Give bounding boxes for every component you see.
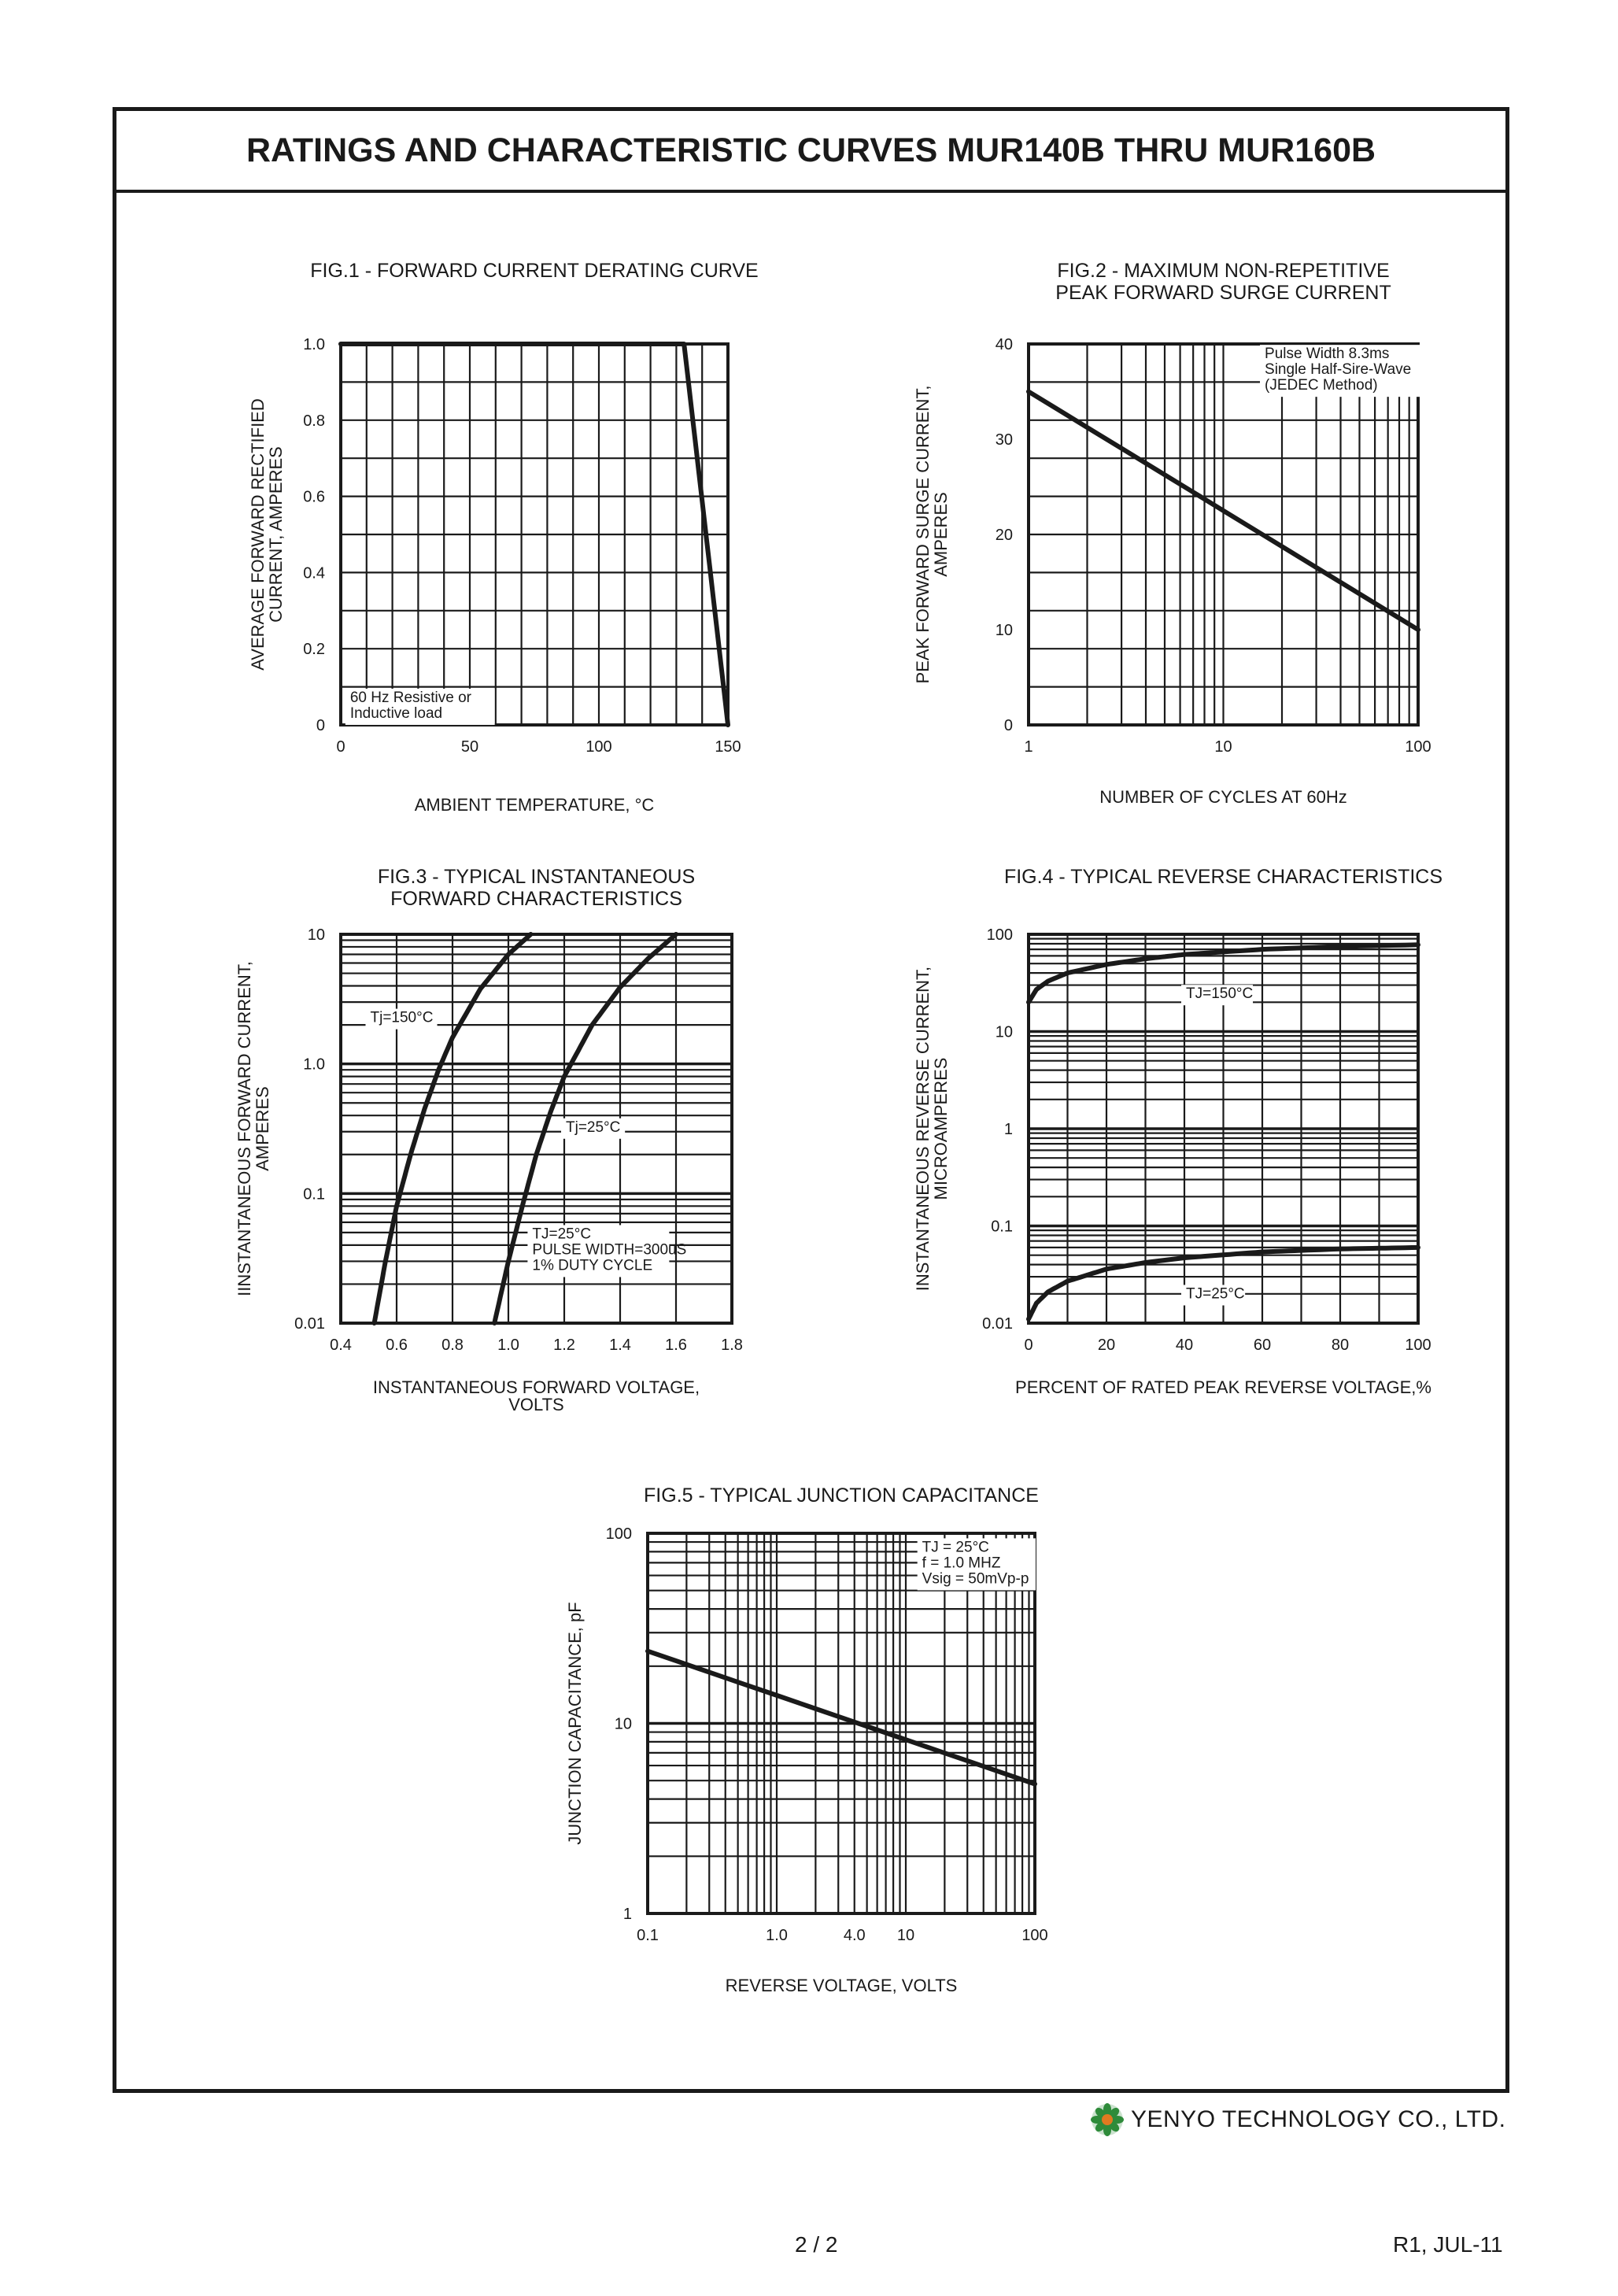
- fig3-title: FIG.3 - TYPICAL INSTANTANEOUS: [377, 866, 696, 888]
- fig1-xtick-label: 50: [460, 738, 479, 756]
- fig1-annotation: 60 Hz Resistive or: [349, 689, 472, 706]
- fig4-ytick-label: 1: [1003, 1121, 1013, 1138]
- fig4-ylabel: INSTANTANEOUS REVERSE CURRENT,: [913, 966, 933, 1292]
- fig1-ytick-label: 0: [316, 717, 325, 734]
- page-title: RATINGS AND CHARACTERISTIC CURVES MUR140B THRU MUR160B: [246, 131, 1376, 169]
- fig5-xtick-label: 0.1: [637, 1927, 659, 1944]
- fig4-ytick-label: 10: [995, 1023, 1013, 1041]
- fig4-xtick-label: 20: [1097, 1337, 1116, 1354]
- fig2-title: FIG.2 - MAXIMUM NON-REPETITIVE: [1057, 260, 1390, 282]
- fig3-xtick-label: 1.2: [553, 1337, 575, 1354]
- fig4-xlabel: PERCENT OF RATED PEAK REVERSE VOLTAGE,%: [1015, 1377, 1431, 1397]
- fig2-ytick-label: 30: [995, 431, 1013, 449]
- fig3-xtick-label: 1.0: [497, 1337, 519, 1354]
- fig2-annotation: (JEDEC Method): [1265, 377, 1378, 394]
- fig1-xlabel: AMBIENT TEMPERATURE, °C: [414, 795, 655, 815]
- page-number: 2 / 2: [795, 2232, 838, 2257]
- fig1-grid: [341, 344, 728, 725]
- fig4-ytick-label: 0.01: [982, 1315, 1013, 1333]
- fig2-xtick-label: 10: [1214, 738, 1232, 756]
- fig2-ytick-label: 0: [1003, 717, 1013, 734]
- fig4-ytick-label: 100: [986, 926, 1013, 944]
- fig4-xtick-label: 60: [1253, 1337, 1272, 1354]
- fig3-xtick-label: 0.8: [441, 1337, 464, 1354]
- fig3-annotation: TJ=25°C: [532, 1226, 592, 1243]
- fig4-chart: [913, 866, 1443, 1397]
- fig5-chart: [565, 1484, 1048, 1995]
- fig2-ytick-label: 40: [995, 336, 1013, 353]
- fig3-ylabel: AMPERES: [253, 1086, 272, 1171]
- fig4-xtick-label: 40: [1175, 1337, 1194, 1354]
- fig1-title: FIG.1 - FORWARD CURRENT DERATING CURVE: [310, 260, 759, 282]
- fig5-xtick-label: 1.0: [766, 1927, 788, 1944]
- fig5-grid: [648, 1533, 1035, 1913]
- fig1-ytick-label: 1.0: [303, 336, 325, 353]
- fig3-xlabel: VOLTS: [508, 1395, 564, 1414]
- fig5-ylabel: JUNCTION CAPACITANCE, pF: [565, 1602, 585, 1845]
- fig5-series-line-1: [648, 1651, 1035, 1784]
- fig3-chart: [235, 866, 743, 1414]
- fig2-ytick-label: 20: [995, 527, 1013, 544]
- fig1-ylabel: AVERAGE FORWARD RECTIFIED: [248, 398, 268, 671]
- company-name: YENYO TECHNOLOGY CO., LTD.: [1131, 2106, 1506, 2132]
- fig2-title: PEAK FORWARD SURGE CURRENT: [1055, 282, 1391, 304]
- fig3-annotation: Tj=150°C: [370, 1009, 434, 1026]
- fig5-ytick-label: 100: [605, 1525, 632, 1543]
- fig3-title: FORWARD CHARACTERISTICS: [390, 888, 682, 910]
- fig2-grid: [1029, 344, 1418, 725]
- fig1-ytick-label: 0.4: [303, 564, 325, 582]
- fig3-annotation: Tj=25°C: [566, 1118, 621, 1136]
- fig4-annotation: TJ=150°C: [1186, 985, 1254, 1003]
- fig3-xtick-label: 0.6: [386, 1337, 408, 1354]
- fig3-annotation: PULSE WIDTH=300uS: [532, 1241, 687, 1259]
- fig3-xtick-label: 1.6: [665, 1337, 687, 1354]
- fig3-ytick-label: 1.0: [303, 1056, 325, 1074]
- fig3-xtick-label: 0.4: [330, 1337, 352, 1354]
- fig1-ytick-label: 0.8: [303, 412, 325, 430]
- fig2-ylabel: PEAK FORWARD SURGE CURRENT,: [913, 385, 933, 684]
- fig1-annotation: Inductive load: [349, 704, 443, 722]
- fig5-annotation: f = 1.0 MHZ: [922, 1555, 1001, 1572]
- flower-logo-icon: [1090, 2102, 1125, 2137]
- fig4-title: FIG.4 - TYPICAL REVERSE CHARACTERISTICS: [1003, 866, 1443, 888]
- fig2-ytick-label: 10: [995, 622, 1013, 639]
- fig1-xtick-label: 100: [586, 738, 612, 756]
- fig4-annotation: TJ=25°C: [1186, 1285, 1245, 1303]
- fig1-ylabel: CURRENT, AMPERES: [266, 446, 286, 623]
- fig3-ylabel: IINSTANTANEOUS FORWARD CURRENT,: [235, 961, 254, 1296]
- fig4-ylabel: MICROAMPERES: [931, 1057, 951, 1200]
- fig4-ytick-label: 0.1: [991, 1218, 1013, 1236]
- fig3-xlabel: INSTANTANEOUS FORWARD VOLTAGE,: [372, 1377, 700, 1397]
- fig5-annotation: Vsig = 50mVp-p: [922, 1570, 1029, 1588]
- fig4-xtick-label: 80: [1331, 1337, 1350, 1354]
- fig3-ytick-label: 0.01: [294, 1315, 325, 1333]
- fig5-title: FIG.5 - TYPICAL JUNCTION CAPACITANCE: [644, 1484, 1039, 1507]
- fig1-xtick-label: 0: [336, 738, 345, 756]
- fig4-xtick-label: 100: [1405, 1337, 1431, 1354]
- fig2-ylabel: AMPERES: [931, 492, 951, 577]
- fig5-annotation: TJ = 25°C: [922, 1539, 989, 1556]
- fig4-xtick-label: 0: [1024, 1337, 1033, 1354]
- fig1-chart: [248, 260, 759, 815]
- fig3-ytick-label: 10: [307, 926, 325, 944]
- fig3-ytick-label: 0.1: [303, 1185, 325, 1203]
- fig1-xtick-label: 150: [715, 738, 741, 756]
- fig5-xtick-label: 100: [1021, 1927, 1048, 1944]
- fig2-chart: [913, 260, 1432, 807]
- fig5-xtick-label: 4.0: [843, 1927, 866, 1944]
- fig2-xtick-label: 1: [1024, 738, 1033, 756]
- fig5-ytick-label: 1: [622, 1906, 632, 1923]
- fig1-ytick-label: 0.2: [303, 641, 325, 659]
- fig5-ytick-label: 10: [614, 1715, 632, 1733]
- fig3-xtick-label: 1.8: [721, 1337, 743, 1354]
- fig5-xlabel: REVERSE VOLTAGE, VOLTS: [725, 1976, 958, 1995]
- revision-label: R1, JUL-11: [1393, 2232, 1503, 2257]
- fig2-xlabel: NUMBER OF CYCLES AT 60Hz: [1099, 787, 1347, 807]
- footer-company: [1090, 2100, 1505, 2139]
- fig1-ytick-label: 0.6: [303, 488, 325, 506]
- fig5-xtick-label: 10: [896, 1927, 915, 1944]
- fig2-annotation: Pulse Width 8.3ms: [1265, 346, 1390, 363]
- fig3-xtick-label: 1.4: [609, 1337, 631, 1354]
- fig3-annotation: 1% DUTY CYCLE: [532, 1257, 653, 1274]
- fig2-annotation: Single Half-Sire-Wave: [1265, 361, 1412, 379]
- fig2-xtick-label: 100: [1405, 738, 1431, 756]
